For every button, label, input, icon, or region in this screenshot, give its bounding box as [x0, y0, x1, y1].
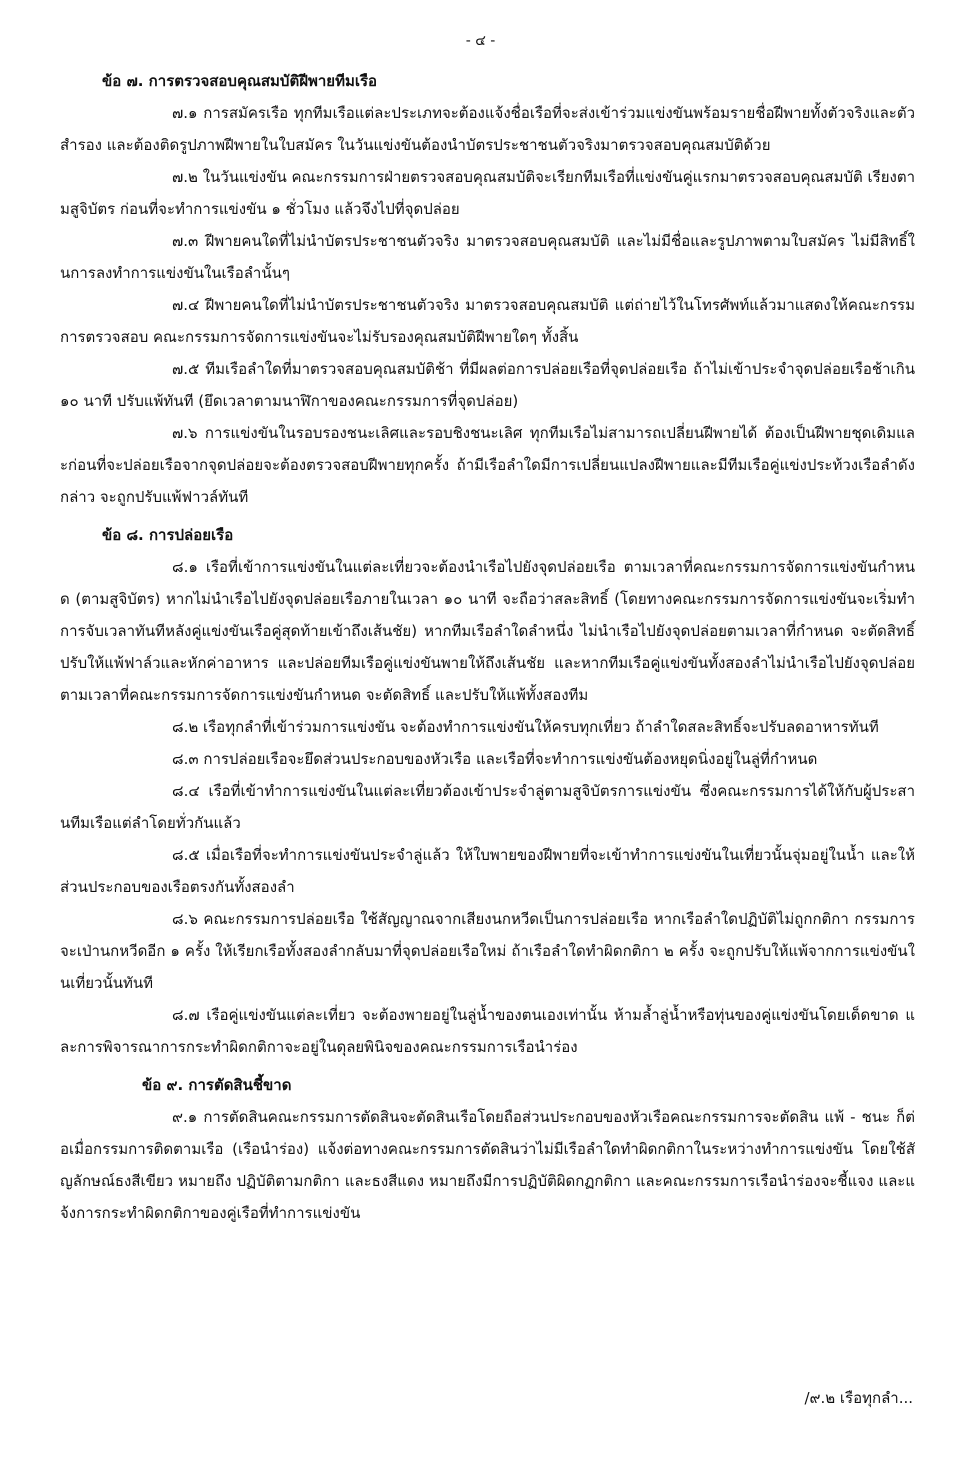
page-number: - ๔ -: [465, 33, 496, 49]
section-8-item-7: ๘.๗ เรือคู่แข่งขันแต่ละเที่ยว จะต้องพายอยู่ในลู่น้ำของตนเองเท่านั้น ห้ามล้ำลู่น้ำหรือทุ่นของคู่แข่งขันโดยเด็ดขาด และการพิจารณาการกระทำผิดกติกาจะอยู่ในดุลยพินิจของคณะกรรมการเรือนำร่อง: [60, 1006, 915, 1056]
section-9-heading: ข้อ ๙. การตัดสินชี้ขาด: [142, 1076, 292, 1094]
section-8-item-3: ๘.๓ การปล่อยเรือจะยึดส่วนประกอบของหัวเรือ และเรือที่จะทำการแข่งขันต้องหยุดนิ่งอยู่ในลู่ที่กำหนด: [172, 750, 818, 768]
section-7-item-3: ๗.๓ ฝีพายคนใดที่ไม่นำบัตรประชาชนตัวจริง มาตรวจสอบคุณสมบัติ และไม่มีชื่อและรูปภาพตามใบสมัคร ไม่มีสิทธิ์ในการลงทำการแข่งขันในเรือลำนั้นๆ: [60, 232, 915, 282]
section-8-item-4: ๘.๔ เรือที่เข้าทำการแข่งขันในแต่ละเที่ยวต้องเข้าประจำลู่ตามสูจิบัตรการแข่งขัน ซึ่งคณะกรรมการได้ให้กับผู้ประสานทีมเรือแต่ลำโดยทั่วกันแล้ว: [60, 782, 915, 832]
section-7-item-1: ๗.๑ การสมัครเรือ ทุกทีมเรือแต่ละประเภทจะต้องแจ้งชื่อเรือที่จะส่งเข้าร่วมแข่งขันพร้อมรายชื่อฝีพายทั้งตัวจริงและตัวสำรอง และต้องติดรูปภาพฝีพายในใบสมัคร ในวันแข่งขันต้องนำบัตรประชาชนตัวจริงมาตรวจสอบคุณสมบัติด้วย: [60, 104, 915, 154]
section-7-heading: ข้อ ๗. การตรวจสอบคุณสมบัติฝีพายทีมเรือ: [102, 72, 378, 90]
section-9-item-1: ๙.๑ การตัดสินคณะกรรมการตัดสินจะตัดสินเรือโดยถือส่วนประกอบของหัวเรือคณะกรรมการจะตัดสิน แพ้ - ชนะ ก็ต่อเมื่อกรรมการติดตามเรือ (เรือนำร่อง) แจ้งต่อทางคณะกรรมการตัดสินว่าไม่มีเรือลำใดทำผิดกติกาในระหว่างทำการแข่งขัน โดยใช้สัญลักษณ์ธงสีเขียว หมายถึง ปฏิบัติตามกติกา และธงสีแดง หมายถึงมีการปฏิบัติผิดกฏกติกา และคณะกรรมการเรือนำร่องจะชี้แจง และแจ้งการกระทำผิดกติกาของคู่เรือที่ทำการแข่งขัน: [60, 1108, 915, 1222]
section-8-item-1: ๘.๑ เรือที่เข้าการแข่งขันในแต่ละเที่ยวจะต้องนำเรือไปยังจุดปล่อยเรือ ตามเวลาที่คณะกรรมการจัดการแข่งขันกำหนด (ตามสูจิบัตร) หากไม่นำเรือไปยังจุดปล่อยเรือภายในเวลา ๑๐ นาที จะถือว่าสละสิทธิ์ (โดยทางคณะกรรมการจัดการแข่งขันจะเริ่มทำการจับเวลาทันทีหลังคู่แข่งขันเรือคู่สุดท้ายเข้าถึงเส้นชัย) หากทีมเรือลำใดลำหนึ่ง ไม่นำเรือไปยังจุดปล่อยตามเวลาที่กำหนด จะตัดสิทธิ์ปรับให้แพ้ฟาล์วและหักค่าอาหาร และปล่อยทีมเรือคู่แข่งขันพายให้ถึงเส้นชัย และหากทีมเรือคู่แข่งขันทั้งสองลำไม่นำเรือไปยังจุดปล่อยตามเวลาที่คณะกรรมการจัดการแข่งขันกำหนด จะตัดสิทธิ์ และปรับให้แพ้ทั้งสองทีม: [60, 558, 915, 704]
section-7-item-5: ๗.๕ ทีมเรือลำใดที่มาตรวจสอบคุณสมบัติช้า ที่มีผลต่อการปล่อยเรือที่จุดปล่อยเรือ ถ้าไม่เข้าประจำจุดปล่อยเรือช้าเกิน ๑๐ นาที ปรับแพ้ทันที (ยึดเวลาตามนาฬิกาของคณะกรรมการที่จุดปล่อย): [60, 360, 915, 410]
section-8-item-5: ๘.๕ เมื่อเรือที่จะทำการแข่งขันประจำลู่แล้ว ให้ใบพายของฝีพายที่จะเข้าทำการแข่งขันในเที่ยวนั้นจุ่มอยู่ในน้ำ และให้ส่วนประกอบของเรือตรงกันทั้งสองลำ: [60, 846, 915, 896]
section-8-item-6: ๘.๖ คณะกรรมการปล่อยเรือ ใช้สัญญาณจากเสียงนกหวีดเป็นการปล่อยเรือ หากเรือลำใดปฏิบัติไม่ถูกกติกา กรรมการจะเป่านกหวีดอีก ๑ ครั้ง ให้เรียกเรือทั้งสองลำกลับมาที่จุดปล่อยเรือใหม่ ถ้าเรือลำใดทำผิดกติกา ๒ ครั้ง จะถูกปรับให้แพ้จากการแข่งขันในเที่ยวนั้นทันที: [60, 910, 915, 992]
section-8-heading: ข้อ ๘. การปล่อยเรือ: [102, 526, 234, 544]
section-7-item-2: ๗.๒ ในวันแข่งขัน คณะกรรมการฝ่ายตรวจสอบคุณสมบัติจะเรียกทีมเรือที่แข่งขันคู่แรกมาตรวจสอบคุณสมบัติ เรียงตามสูจิบัตร ก่อนที่จะทำการแข่งขัน ๑ ชั่วโมง แล้วจึงไปที่จุดปล่อย: [60, 168, 915, 218]
document-body: [60, 65, 915, 1229]
section-8-item-2: ๘.๒ เรือทุกลำที่เข้าร่วมการแข่งขัน จะต้องทำการแข่งขันให้ครบทุกเที่ยว ถ้าลำใดสละสิทธิ์จะปรับลดอาหารทันที: [172, 718, 879, 736]
section-7-item-6: ๗.๖ การแข่งขันในรอบรองชนะเลิศและรอบชิงชนะเลิศ ทุกทีมเรือไม่สามารถเปลี่ยนฝีพายได้ ต้องเป็นฝีพายชุดเดิมและก่อนที่จะปล่อยเรือจากจุดปล่อยจะต้องตรวจสอบฝีพายทุกครั้ง ถ้ามีเรือลำใดมีการเปลี่ยนแปลงฝีพายและมีทีมเรือคู่แข่งประท้วงเรือลำดังกล่าว จะถูกปรับแพ้ฟาวล์ทันที: [60, 424, 915, 506]
continuation-marker: /๙.๒ เรือทุกลำ...: [804, 1389, 913, 1407]
section-7-item-4: ๗.๔ ฝีพายคนใดที่ไม่นำบัตรประชาชนตัวจริง มาตรวจสอบคุณสมบัติ แต่ถ่ายไว้ในโทรศัพท์แล้วมาแสดงให้คณะกรรมการตรวจสอบ คณะกรรมการจัดการแข่งขันจะไม่รับรองคุณสมบัติฝีพายใดๆ ทั้งสิ้น: [60, 296, 915, 346]
